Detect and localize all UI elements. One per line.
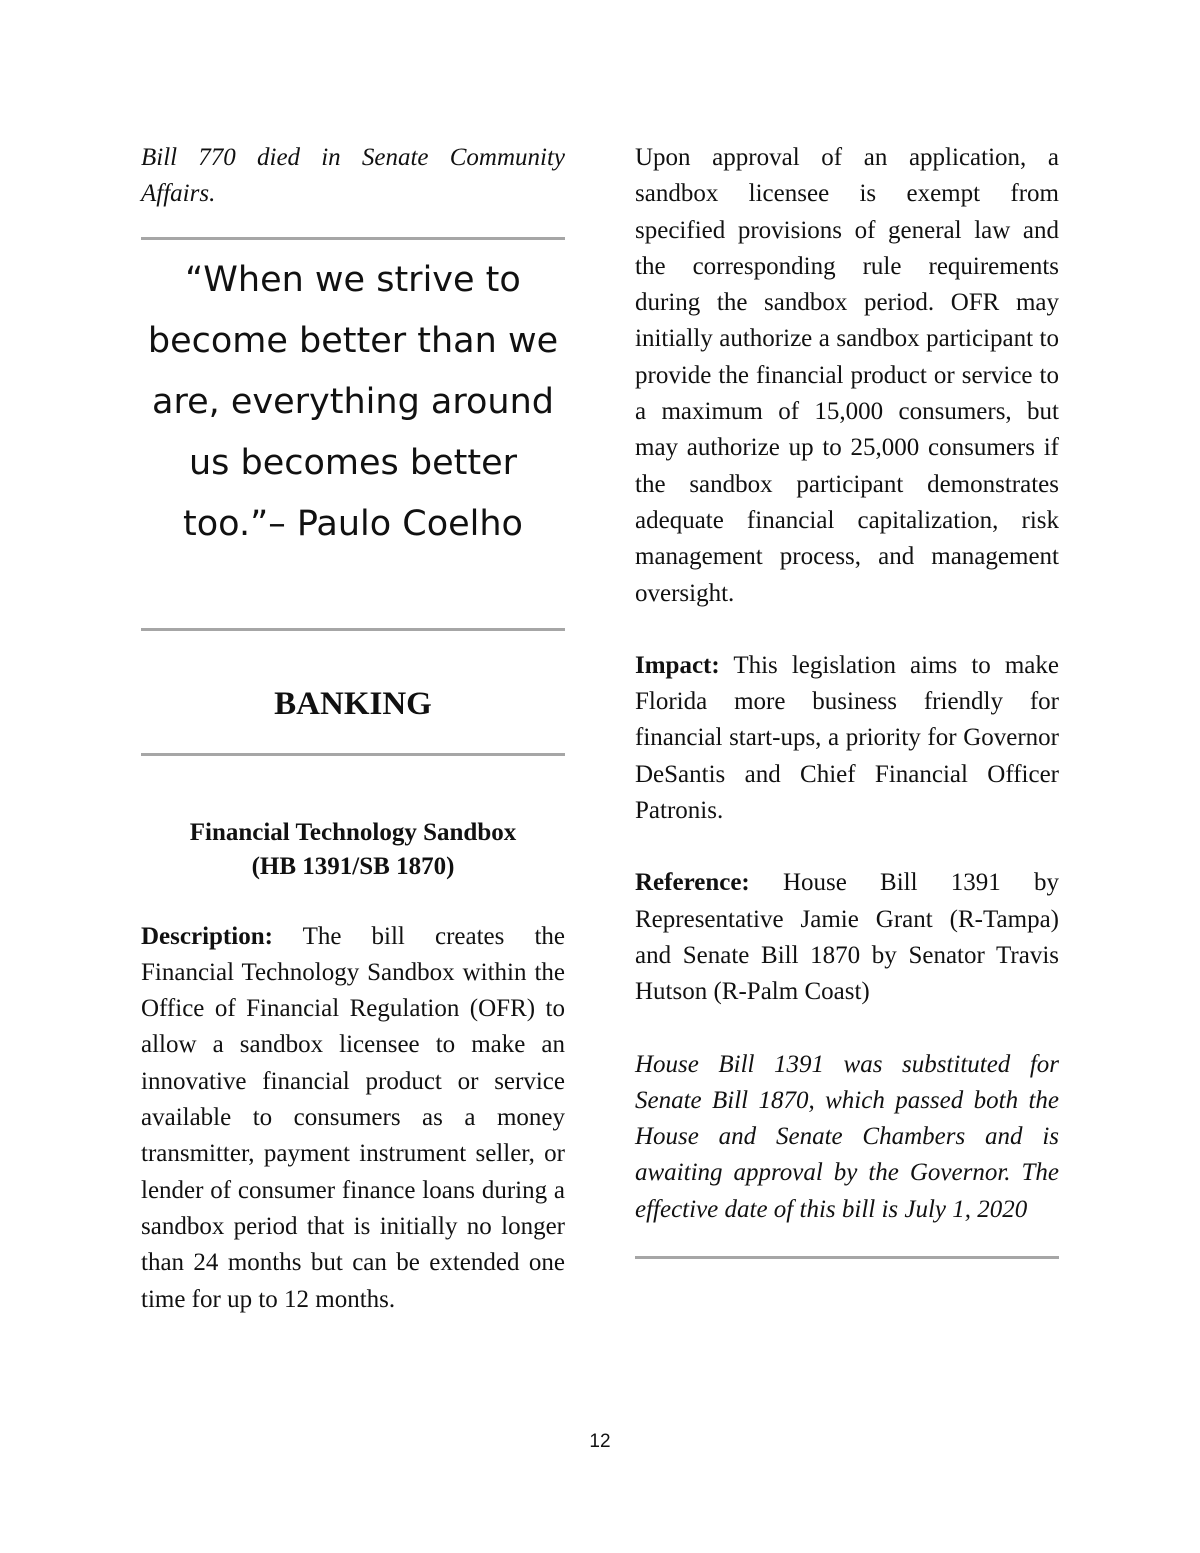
divider [635, 1256, 1059, 1259]
approval-paragraph: Upon approval of an application, a sandbox licensee is exempt from specified provisions of general law and the corresponding rule requirements during the sandbox period. OFR may initially authorize a sandbox participant to provide the financial product or service to a maximum of 15,000 consumers, but may authorize up to 25,000 consumers if the sandbox participant demonstrates adequate financial capitalization, risk management process, and management oversight. [635, 144, 1059, 607]
description-label: Description: [141, 922, 273, 950]
divider [141, 628, 565, 631]
item-title [141, 816, 565, 884]
impact-label: Impact: [635, 651, 720, 679]
impact-text: This legislation aims to make Florida more business friendly for financial start-ups, a priority for Governor DeSantis and Chief Financial Officer Patronis. [635, 651, 1059, 825]
divider [141, 237, 565, 240]
left-column [141, 140, 565, 1318]
reference-text: House Bill 1391 by Representative Jamie Grant (R-Tampa) and Senate Bill 1870 by Senator Travis Hutson (R-Palm Coast) [635, 869, 1059, 1006]
status-italic-text: House Bill 1391 was substituted for Senate Bill 1870, which passed both the House and Senate Chambers and is awaiting approval by the Governor. The effective date of this bill is July 1, 2020 [635, 1050, 1059, 1223]
reference-paragraph [635, 865, 1059, 1010]
impact-paragraph [635, 648, 1059, 829]
page-number: 12 [589, 1431, 611, 1452]
reference-label: Reference: [635, 869, 750, 897]
divider [141, 753, 565, 756]
section-heading: BANKING [274, 685, 432, 722]
description-text: The bill creates the Financial Technology Sandbox within the Office of Financial Regulation (OFR) to allow a sandbox licensee to make an innovative financial product or service available to consumers as a money transmitter, payment instrument seller, or lender of consumer finance loans during a sandbox period that is initially no longer than 24 months but can be extended one time for up to 12 months. [141, 922, 565, 1313]
description-paragraph [141, 919, 565, 1318]
intro-italic-text: Bill 770 died in Senate Community Affairs. [141, 144, 565, 208]
right-column [635, 140, 1059, 1259]
item-title-line1: Financial Technology Sandbox [189, 818, 517, 846]
item-title-line2: (HB 1391/SB 1870) [251, 852, 455, 880]
pull-quote: “When we strive to become better than we are, everything around us becomes better too.”– Paulo Coelho [147, 259, 559, 544]
